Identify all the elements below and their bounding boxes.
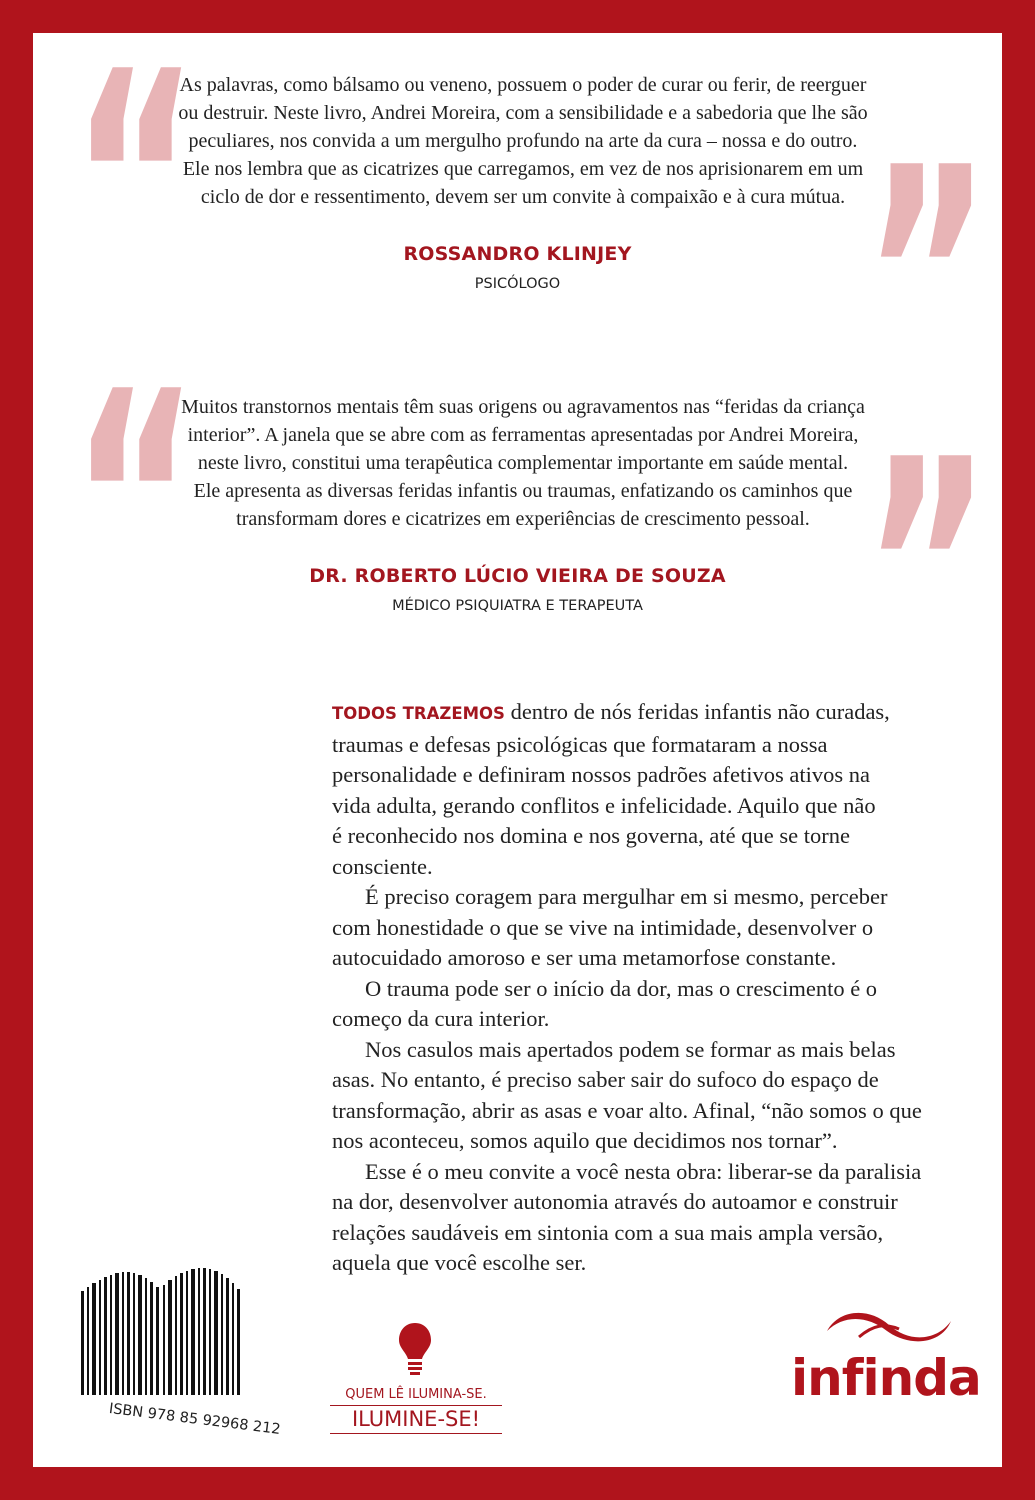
quote-1-line: peculiares, nos convida a um mergulho profundo na arte da cura – nossa e do outro. (188, 130, 858, 152)
synopsis-line: É preciso coragem para mergulhar em si mesmo, perceber (365, 884, 888, 909)
quote-2-line: Ele apresenta as diversas feridas infantis ou traumas, enfatizando os caminhos que (193, 480, 853, 502)
synopsis-text (332, 697, 972, 1279)
open-quote-mark-1: “ (71, 33, 180, 357)
close-quote-mark-1: ” (863, 104, 972, 453)
synopsis-line: O trauma pode ser o início da dor, mas o crescimento é o (365, 975, 878, 1001)
quote-2-line: neste livro, constitui uma terapêutica complementar importante em saúde mental. (197, 452, 849, 474)
synopsis-line: aquela que você escolhe ser. (332, 1250, 587, 1275)
quote-1-line: ciclo de dor e ressentimento, devem ser um convite à compaixão e à cura mútua. (200, 186, 846, 208)
quote-2-author-role: MÉDICO PSIQUIATRA E TERAPEUTA (392, 598, 643, 614)
synopsis-lead: TODOS TRAZEMOS (332, 704, 505, 723)
synopsis-line: na dor, desenvolver autonomia através do autoamor e construir (332, 1189, 898, 1214)
quote-2-author: DR. ROBERTO LÚCIO VIEIRA DE SOUZA (309, 565, 726, 587)
tagline-line-1: QUEM LÊ ILUMINA-SE. (345, 1387, 487, 1402)
isbn-number: ISBN 978 85 92968 212 (108, 1401, 282, 1438)
synopsis-line: traumas e defesas psicológicas que formataram a nossa (332, 731, 828, 757)
synopsis-line: é reconhecido nos domina e nos governa, até que se torne (332, 823, 850, 848)
synopsis-line: consciente. (332, 853, 433, 879)
publisher-logo: infinda (791, 1349, 981, 1407)
quote-2-line: interior”. A janela que se abre com as ferramentas apresentadas por Andrei Moreira, (187, 424, 859, 446)
quote-1-author-role: PSICÓLOGO (474, 276, 561, 292)
quote-1-line: ou destruir. Neste livro, Andrei Moreira, com a sensibilidade e a sabedoria que lhe são (178, 102, 868, 124)
quote-1-author: ROSSANDRO KLINJEY (403, 243, 632, 265)
synopsis-line: relações saudáveis em sintonia com a sua mais ampla versão, (332, 1219, 884, 1245)
synopsis-line: Esse é o meu convite a você nesta obra: liberar-se da paralisia (365, 1158, 922, 1184)
synopsis-line: começo da cura interior. (332, 1006, 550, 1031)
tagline-line-2: ILUMINE-SE! (351, 1407, 481, 1431)
synopsis-line: com honestidade o que se vive na intimidade, desenvolver o (332, 914, 874, 940)
synopsis-line: transformação, abrir as asas e voar alto. Afinal, “não somos o que (332, 1097, 922, 1123)
infinity-swirl-icon (819, 1301, 959, 1349)
quote-2-line: Muitos transtornos mentais têm suas origens ou agravamentos nas “feridas da criança (181, 396, 865, 418)
close-quote-mark-2: ” (863, 396, 972, 745)
synopsis-line: asas. No entanto, é preciso saber sair do sufoco do espaço de (332, 1067, 879, 1092)
open-quote-mark-2: “ (71, 328, 180, 677)
synopsis-line: personalidade e definiram nossos padrões afetivos ativos na (332, 762, 870, 787)
tagline-divider (330, 1405, 502, 1406)
synopsis-line: vida adulta, gerando conflitos e infelicidade. Aquilo que não (332, 792, 876, 818)
quote-1-line: Ele nos lembra que as cicatrizes que carregamos, em vez de nos aprisionarem em um (182, 158, 864, 180)
barcode-book-icon (77, 1261, 247, 1401)
quote-2-text (113, 393, 933, 533)
synopsis-line: Nos casulos mais apertados podem se formar as mais belas (365, 1036, 896, 1062)
synopsis-line: autocuidado amoroso e ser uma metamorfose constante. (332, 945, 837, 970)
quote-2-line: transformam dores e cicatrizes em experiências de crescimento pessoal. (236, 508, 810, 530)
quote-1-text (113, 71, 933, 211)
quote-1-line: As palavras, como bálsamo ou veneno, possuem o poder de curar ou ferir, de reerguer (179, 74, 867, 96)
tagline-underline (330, 1433, 502, 1434)
synopsis-line: TODOS TRAZEMOS dentro de nós feridas infantis não curadas, (332, 699, 890, 724)
synopsis-line: nos aconteceu, somos aquilo que decidimos nos tornar”. (332, 1128, 838, 1153)
light-bulb-icon (397, 1321, 433, 1383)
back-cover-page (33, 33, 1002, 1467)
